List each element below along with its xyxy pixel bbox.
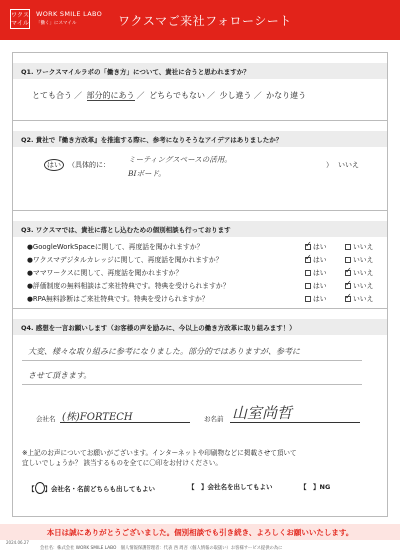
q1-question: Q1. ワークスマイルラボの「働き方」について、貴社に合うと思われますか？ [13,63,387,79]
no-checkbox[interactable]: いいえ [345,241,373,251]
page-title: ワクスマご来社フォローシート [118,14,292,28]
q2-section [13,131,387,211]
permit-option-ng[interactable]: 【 】NG [300,483,331,491]
no-checkbox[interactable]: ✓ いいえ [345,267,373,277]
q1-options: とても合う ／ 部分的にあう ／ どちらでもない ／ 少し違う ／ かなり違う [32,91,307,100]
yes-checkbox[interactable]: はい [305,267,327,277]
q2-close: ） [326,161,333,169]
q2-detail-label: （具体的に： [68,161,110,169]
q2-no-label[interactable]: いいえ [338,161,359,169]
circle-mark-icon [35,482,45,494]
yes-checkbox[interactable]: ✓ はい [305,254,327,264]
q3-item-text: ●評価制度の無料相談はご来社特典です。特典を受けられますか？ [27,282,230,290]
q1-option[interactable]: かなり違う [266,91,307,100]
company-underline [60,422,190,423]
q3-item [27,239,383,252]
q1-option-selected[interactable]: 部分的にあう [86,91,135,100]
q4-answer-line1: 大変、様々な取り組みに参考になりました。部分的ではありますが、参考に [28,347,300,356]
q2-answer-line2: BIボード。 [128,169,166,178]
q3-item-text: ●RPA無料診断はご来社特典です。特典を受けられますか？ [27,295,209,303]
q2-question: Q2. 貴社で『働き方改革』を推進する際に、参考になりそうなアイデアはありましたか？ [13,131,387,147]
q1-option[interactable]: どちらでもない [149,91,206,100]
permission-note-line2: 宜しいでしょうか？ 該当するものを全てに〇印をお付けください。 [22,459,222,467]
q3-item-text: ●ママワークスに関して、再度話を聞かれますか？ [27,269,183,277]
q3-section [13,221,387,309]
footer-date: 2024.06.27 [6,540,29,545]
q3-question: Q3. ワクスマでは、貴社に落とし込むための個別相談も行っております [13,221,387,237]
permission-note [22,448,297,468]
q2-answer-line1: ミーティングスペースの活用。 [128,155,232,164]
answer-line [22,360,362,361]
q3-list [27,239,383,304]
q3-item [27,291,383,304]
no-checkbox[interactable]: ✓ いいえ [345,280,373,290]
permit-option-both[interactable]: 【 】会社名・名前どちらも出してもよい [28,482,155,494]
permission-note-line1: ※上記のお声についてお願いがございます。インターネットや印刷物などに掲載させて頂いて [22,449,297,457]
q3-item [27,278,383,291]
q2-yes-label[interactable]: はい [44,160,64,170]
company-value: (株)FORTECH [62,412,133,423]
q3-item [27,252,383,265]
q3-item-text: ●GoogleWorkSpaceに関して、再度話を聞かれますか？ [27,243,204,251]
answer-line [22,384,362,385]
no-checkbox[interactable]: いいえ [345,254,373,264]
q4-question: Q4. 感想を一言お願いします（お客様の声を励みに、今以上の働き方改革に取り組みます！） [13,319,387,335]
q1-option[interactable]: とても合う [32,91,72,100]
yes-checkbox[interactable]: はい [305,293,327,303]
q3-item-text: ●ワクスマデジタルカレッジに関して、再度話を聞かれますか？ [27,256,223,264]
footer-fine-print: 会社名：株式会社 WORK SMILE LABO 個人情報保護管理者：代表 西 周吾（個人情報の取扱い）お客様サービス提供の為に [40,546,283,551]
name-value: 山室尚哲 [232,404,293,422]
logo-icon: ワクス マイル [10,9,30,29]
name-label: お名前 [204,415,224,423]
permit-option-company[interactable]: 【 】会社名を出してもよい [188,483,273,491]
footer-message: 本日は誠にありがとうございました。個別相談でも引き続き、よろしくお願いいたします。 [46,528,354,537]
q3-item [27,265,383,278]
no-checkbox[interactable]: ✓ いいえ [345,293,373,303]
yes-checkbox[interactable]: ✓ はい [305,241,327,251]
yes-checkbox[interactable]: はい [305,280,327,290]
name-underline [230,422,360,423]
company-label: 会社名 [36,415,56,423]
brand-name: WORK SMILE LABO [36,10,103,18]
q1-option[interactable]: 少し違う [219,91,252,100]
q4-answer-line2: させて頂きます。 [28,371,92,380]
brand-tagline: 「働く」にスマイル [36,21,77,26]
